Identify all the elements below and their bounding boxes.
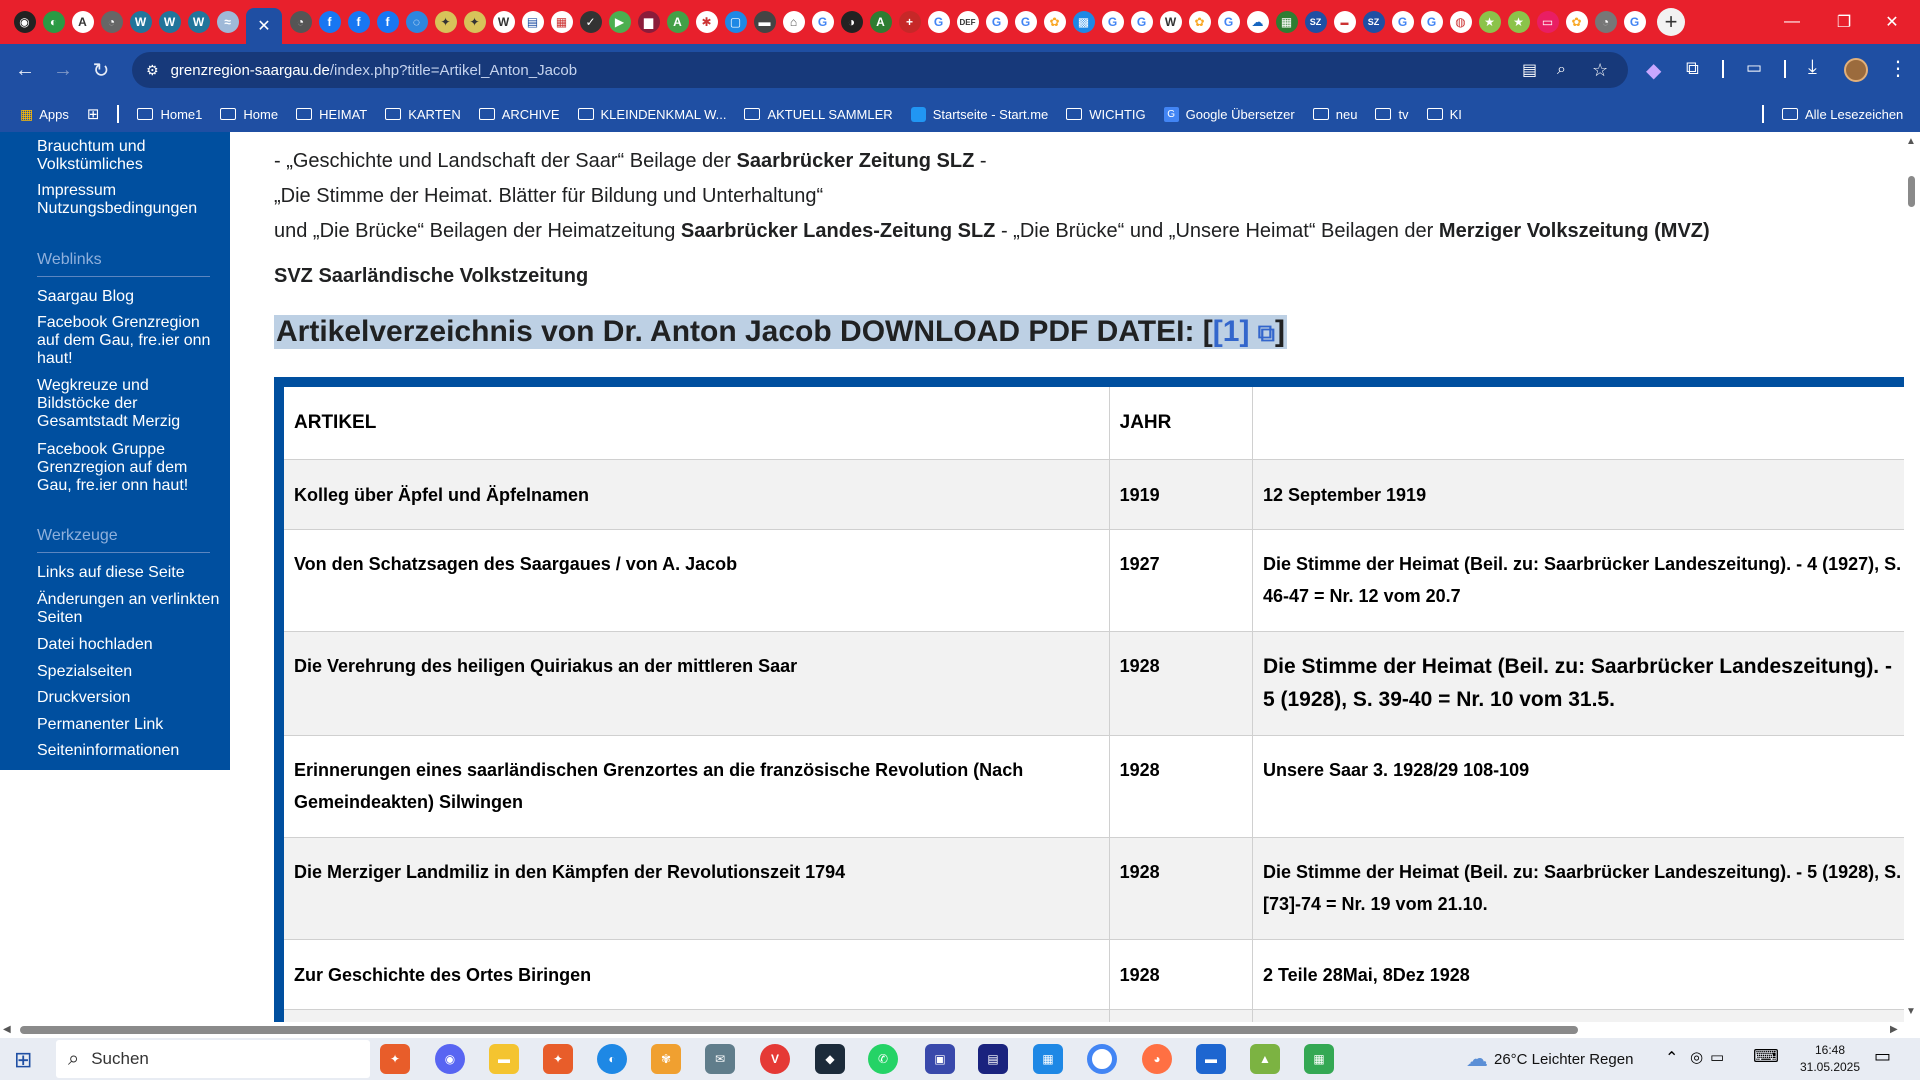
bookmark-label: ARCHIVE — [501, 106, 560, 122]
bold-text: Merziger Volkszeitung (MVZ) — [1438, 220, 1710, 242]
divider — [1784, 60, 1786, 78]
address-bar[interactable] — [132, 52, 1628, 88]
cell-jahr: 1928 — [1109, 735, 1252, 837]
bookmark-folder[interactable] — [137, 107, 202, 122]
app-icon[interactable]: ✦ — [380, 1044, 410, 1074]
cell-artikel: Die Merziger Landmiliz in den Kämpfen der Revolutionszeit 1794 — [284, 837, 1109, 939]
bookmark-folder[interactable] — [1313, 107, 1358, 122]
cell-jahr: 1928 — [1109, 837, 1252, 939]
google-icon[interactable]: G — [928, 11, 950, 33]
table-row — [284, 529, 1904, 631]
tab-favicon[interactable]: ◐ — [43, 11, 65, 33]
google-icon[interactable]: G — [1392, 11, 1414, 33]
google-icon[interactable]: G — [1102, 11, 1124, 33]
table-row — [284, 1009, 1904, 1022]
heading-text: ] — [1274, 315, 1285, 348]
tab-favicon[interactable]: W — [130, 11, 152, 33]
bookmark-label: KI — [1449, 106, 1462, 122]
tab-favicon[interactable]: SZ — [1305, 11, 1327, 33]
scroll-left-icon[interactable]: ◀ — [3, 1024, 11, 1035]
display-icon[interactable]: ▭ — [1710, 1049, 1725, 1066]
bookmark-folder[interactable] — [479, 107, 560, 122]
bookmark-link[interactable] — [911, 107, 1049, 122]
calendar-icon[interactable]: ▦ — [1033, 1044, 1063, 1074]
app-icon[interactable]: ▤ — [978, 1044, 1008, 1074]
bookmark-label: KARTEN — [408, 106, 461, 122]
text: und „Die Brücke“ Beilagen der Heimatzeitung — [274, 220, 681, 242]
menu-icon[interactable]: ⋮ — [1888, 58, 1908, 80]
mail-icon[interactable]: ✉ — [705, 1044, 735, 1074]
avatar[interactable] — [1844, 58, 1868, 82]
taskbar-search[interactable] — [56, 1040, 370, 1078]
bookmark-label: Home1 — [160, 106, 203, 122]
cloud-rain-icon: ☁ — [1466, 1046, 1488, 1071]
tab-close-icon[interactable]: ✕ — [257, 18, 271, 35]
bookmark-label: tv — [1398, 106, 1409, 122]
whatsapp-icon[interactable]: ✆ — [868, 1044, 898, 1074]
cell-jahr: 1927 — [1109, 529, 1252, 631]
tab-favicon[interactable]: ▤ — [522, 11, 544, 33]
bold-text: Saarbrücker Landes-Zeitung SLZ — [680, 220, 996, 242]
file-explorer-icon[interactable]: ▬ — [489, 1044, 519, 1074]
tab-favicon[interactable]: ◌ — [406, 11, 428, 33]
text: - „Geschichte und Landschaft der Saar“ Beilage der — [274, 150, 737, 172]
tab-favicon[interactable]: A — [667, 11, 689, 33]
search-placeholder: Suchen — [91, 1049, 149, 1068]
bookmark-label: Startseite - Start.me — [932, 106, 1049, 122]
scroll-up-icon[interactable]: ▲ — [1906, 136, 1916, 147]
tab-favicon[interactable]: ★ — [1508, 11, 1530, 33]
external-link-icon: ⧉ — [1257, 320, 1275, 347]
folder-icon — [1782, 108, 1798, 120]
tab-favicon[interactable]: ✓ — [580, 11, 602, 33]
cell-quelle — [1252, 631, 1904, 735]
scroll-right-icon[interactable]: ▶ — [1890, 1024, 1898, 1035]
sidebar-heading-weblinks: Weblinks — [37, 251, 210, 277]
bookmark-label: HEIMAT — [319, 106, 368, 122]
bookmark-folder[interactable] — [296, 107, 367, 122]
sidebar-link[interactable]: Facebook Gruppe Grenzregion auf dem Gau, fre.ier onn haut! — [37, 441, 189, 494]
bookmark-folder[interactable] — [1375, 107, 1408, 122]
column-header: ARTIKEL — [284, 387, 1109, 459]
google-icon[interactable]: G — [1015, 11, 1037, 33]
notification-icon[interactable]: ▭ — [1874, 1046, 1892, 1066]
time: 16:48 — [1814, 1043, 1846, 1057]
folder-icon — [1375, 108, 1391, 120]
tab-favicon[interactable]: ▦ — [1276, 11, 1298, 33]
bookmark-folder[interactable] — [1427, 107, 1462, 122]
sidebar-link[interactable]: Saargau Blog — [37, 288, 134, 305]
tab-favicon[interactable]: ▶ — [609, 11, 631, 33]
sidebar-link[interactable]: Facebook Grenzregion auf dem Gau, fre.ier onn haut! — [37, 314, 211, 367]
google-icon[interactable]: G — [1131, 11, 1153, 33]
cell-jahr: 1928 — [1109, 939, 1252, 1009]
folder-icon — [220, 108, 236, 120]
tab-favicon[interactable]: ⌂ — [783, 11, 805, 33]
bookmark-label: AKTUELL SAMMLER — [767, 106, 893, 122]
wikipedia-icon[interactable]: W — [1160, 11, 1182, 33]
bookmark-label: Apps — [39, 106, 69, 122]
google-icon[interactable]: G — [986, 11, 1008, 33]
cell-jahr: 1919 — [1109, 459, 1252, 529]
tab-favicon[interactable]: ✦ — [435, 11, 457, 33]
text: - „Die Brücke“ und „Unsere Heimat“ Beilagen der — [995, 220, 1439, 242]
tab-favicon[interactable]: ▦ — [551, 11, 573, 33]
article-table — [284, 387, 1904, 1022]
tab-favicon[interactable]: ◔ — [1595, 11, 1617, 33]
tab-favicon[interactable]: ▆ — [638, 11, 660, 33]
cell-artikel — [284, 1009, 1109, 1022]
text-line — [274, 220, 1710, 243]
table-row — [284, 631, 1904, 735]
sidebar-link[interactable]: Wegkreuze und Bildstöcke der Gesamtstadt Merzig — [37, 377, 181, 430]
bookmark-folder[interactable] — [220, 107, 278, 122]
cell-jahr: 1928 — [1109, 631, 1252, 735]
google-icon[interactable]: G — [812, 11, 834, 33]
network-icon[interactable]: ◎ — [1690, 1049, 1704, 1066]
bookmark-link[interactable] — [1164, 107, 1295, 122]
search-icon: ⌕ — [68, 1047, 80, 1070]
close-icon: ✕ — [1885, 14, 1899, 31]
sidebar-link[interactable]: Änderungen an verlinkten Seiten — [37, 591, 220, 626]
tab-favicon[interactable]: + — [899, 11, 921, 33]
sidebar-link[interactable]: Links auf diese Seite — [37, 564, 185, 581]
bookmark-label: Home — [243, 106, 279, 122]
table-row — [284, 735, 1904, 837]
reload-button[interactable] — [82, 51, 120, 89]
apps-grid-icon: ▦ — [20, 105, 34, 122]
vertical-scroll-thumb[interactable] — [1908, 176, 1915, 207]
tab-favicon[interactable]: A — [72, 11, 94, 33]
tab-favicon[interactable]: ◉ — [14, 11, 36, 33]
tab-favicon[interactable]: W — [188, 11, 210, 33]
tab-favicon[interactable]: ≈ — [217, 11, 239, 33]
bookmark-apps[interactable] — [20, 106, 69, 123]
sidebar-link[interactable]: Spezialseiten — [37, 663, 133, 680]
close-window-button[interactable] — [1864, 0, 1920, 44]
new-tab-button[interactable] — [1657, 8, 1685, 36]
sidebar-link[interactable]: Brauchtum und Volkstümliches — [37, 138, 146, 173]
forward-button[interactable] — [44, 51, 82, 89]
bookmark-star-icon[interactable]: ☆ — [1592, 59, 1609, 80]
chevron-up-icon[interactable]: ⌃ — [1665, 1050, 1679, 1067]
word-icon[interactable]: ▬ — [1196, 1044, 1226, 1074]
bookmark-folder[interactable] — [385, 107, 461, 122]
tab-favicon[interactable]: ✦ — [464, 11, 486, 33]
startme-icon — [911, 107, 926, 122]
tab-favicon[interactable]: ▢ — [725, 11, 747, 33]
wikipedia-icon[interactable]: W — [493, 11, 515, 33]
bookmark-label: Alle Lesezeichen — [1805, 106, 1904, 122]
folder-icon — [1066, 108, 1082, 120]
text-line — [274, 150, 987, 173]
app-icon[interactable]: ✾ — [651, 1044, 681, 1074]
sidebar-heading-tools: Werkzeuge — [37, 527, 210, 553]
site-info-icon[interactable]: ⚙ — [146, 61, 159, 78]
bookmark-label: neu — [1335, 106, 1358, 122]
clock[interactable] — [1794, 1042, 1866, 1076]
tab-favicon[interactable]: ✿ — [1044, 11, 1066, 33]
folder-icon — [1427, 108, 1443, 120]
tab-favicon[interactable]: ▩ — [1073, 11, 1095, 33]
table-row — [284, 459, 1904, 529]
tab-favicon[interactable]: ✿ — [1189, 11, 1211, 33]
sidebar-link[interactable]: Permanenter Link — [37, 716, 164, 733]
cell-jahr — [1109, 1009, 1252, 1022]
minimize-button[interactable] — [1764, 0, 1820, 44]
divider — [1762, 105, 1764, 123]
bookmark-folder[interactable] — [578, 107, 727, 122]
forward-arrow-icon: → — [53, 58, 73, 81]
cell-quelle — [1252, 1009, 1904, 1022]
folder-icon — [744, 108, 760, 120]
pdf-download-link[interactable] — [1213, 315, 1275, 348]
bookmark-folder[interactable] — [744, 107, 892, 122]
google-icon[interactable]: G — [1218, 11, 1240, 33]
tab-favicon[interactable]: A — [870, 11, 892, 33]
table-row — [284, 837, 1904, 939]
app-icon[interactable]: ◐ — [597, 1044, 627, 1074]
back-button[interactable] — [6, 51, 44, 89]
tab-strip — [0, 0, 1920, 44]
cell-quelle: Die Stimme der Heimat (Beil. zu: Saarbrücker Landeszeitung). - 4 (1927), S. 46-47 = Nr. 12 vom 20.7 — [1252, 529, 1904, 631]
cell-artikel: Zur Geschichte des Ortes Biringen — [284, 939, 1109, 1009]
text: - — [974, 150, 987, 172]
app-icon[interactable]: ◆ — [815, 1044, 845, 1074]
tab-favicon[interactable]: ★ — [1479, 11, 1501, 33]
app-icon[interactable]: ▲ — [1250, 1044, 1280, 1074]
table-header-row — [284, 387, 1904, 459]
tab-favicon[interactable]: ▬ — [754, 11, 776, 33]
facebook-icon[interactable]: f — [377, 11, 399, 33]
article-table-frame — [274, 377, 1904, 1022]
sidebar-link[interactable]: Seiteninformationen — [37, 742, 180, 759]
bookmark-folder[interactable] — [1066, 107, 1145, 122]
windows-start-icon[interactable]: ⊞ — [14, 1047, 33, 1072]
puzzle-icon[interactable]: ⧉ — [1686, 58, 1699, 78]
folder-icon — [137, 108, 153, 120]
cell-artikel: Von den Schatzsagen des Saargaues / von A. Jacob — [284, 529, 1109, 631]
active-tab[interactable] — [246, 8, 282, 44]
all-bookmarks[interactable] — [1782, 107, 1903, 122]
minimize-icon: — — [1784, 13, 1800, 30]
tab-favicon[interactable]: ✿ — [1566, 11, 1588, 33]
download-icon[interactable]: ⤓ — [1808, 56, 1817, 78]
firefox-icon[interactable]: ◕ — [1142, 1044, 1172, 1074]
grid-icon: ⊞ — [86, 106, 100, 123]
heading-text: Artikelverzeichnis von Dr. Anton Jacob DOWNLOAD PDF DATEI: [ — [276, 315, 1213, 348]
cell-artikel: Kolleg über Äpfel und Äpfelnamen — [284, 459, 1109, 529]
bold-text: Saarbrücker Zeitung SLZ — [736, 150, 975, 172]
back-arrow-icon: ← — [15, 58, 35, 81]
weather-text: 26°C Leichter Regen — [1494, 1050, 1634, 1068]
folder-icon — [385, 108, 401, 120]
divider — [1722, 60, 1724, 78]
cell-quelle: Die Stimme der Heimat (Beil. zu: Saarbrücker Landeszeitung). - 5 (1928), S. [73]-74 = Nr. 19 vom 21.10. — [1252, 837, 1904, 939]
scroll-down-icon[interactable]: ▼ — [1906, 1006, 1916, 1017]
section-heading — [274, 315, 1287, 349]
folder-icon — [1313, 108, 1329, 120]
tab-favicon[interactable]: ▬ — [1334, 11, 1356, 33]
cell-quelle: Unsere Saar 3. 1928/29 108-109 — [1252, 735, 1904, 837]
link-text: [1] — [1212, 315, 1250, 348]
tab-favicon[interactable]: ◑ — [841, 11, 863, 33]
google-icon[interactable]: G — [1624, 11, 1646, 33]
cell-artikel: Erinnerungen eines saarländischen Grenzortes an die französische Revolution (Nach Gemeindeakten) Silwingen — [284, 735, 1109, 837]
table-row — [284, 939, 1904, 1009]
keyboard-icon[interactable]: ⌨ — [1753, 1046, 1779, 1066]
facebook-icon[interactable]: f — [348, 11, 370, 33]
sidebar-link[interactable]: Impressum Nutzungsbedingungen — [37, 182, 198, 217]
date: 31.05.2025 — [1799, 1060, 1861, 1074]
cell-artikel: Die Verehrung des heiligen Quiriakus an der mittleren Saar — [284, 631, 1109, 735]
clipboard-icon[interactable]: ▤ — [1522, 62, 1538, 79]
tab-favicon[interactable]: SZ — [1363, 11, 1385, 33]
tab-favicon[interactable]: ◍ — [1450, 11, 1472, 33]
text-line: SVZ Saarländische Volkstzeitung — [274, 265, 589, 287]
zoom-icon[interactable]: ⌕ — [1557, 61, 1566, 78]
bookmark-label: WICHTIG — [1089, 106, 1146, 122]
tab-favicon[interactable]: DEF — [957, 11, 979, 33]
vivaldi-icon[interactable]: V — [760, 1044, 790, 1074]
sidebar-link[interactable]: Datei hochladen — [37, 636, 153, 653]
url-host: grenzregion-saargau.de — [170, 61, 330, 79]
discord-icon[interactable]: ◉ — [435, 1044, 465, 1074]
facebook-icon[interactable]: f — [319, 11, 341, 33]
column-header — [1252, 387, 1904, 459]
translate-icon: G — [1164, 107, 1179, 122]
bookmarks-bar — [0, 96, 1920, 132]
maximize-icon: ❐ — [1836, 14, 1852, 31]
bookmark-label: Google Übersetzer — [1185, 106, 1295, 122]
extension-icon[interactable]: ◆ — [1646, 60, 1662, 82]
tab-favicon[interactable]: ▭ — [1537, 11, 1559, 33]
save-icon[interactable]: ▣ — [925, 1044, 955, 1074]
sheets-icon[interactable]: ▦ — [1304, 1044, 1334, 1074]
folder-icon — [296, 108, 312, 120]
cell-text: Die Stimme der Heimat (Beil. zu: Saarbrücker Landeszeitung). - 5 (1928), S. 39-40 = Nr. 10 vom 31.5. — [1262, 654, 1892, 711]
sidebar-link[interactable]: Druckversion — [37, 689, 131, 706]
tab-groups-button[interactable] — [87, 105, 100, 123]
tab-favicon[interactable]: ◔ — [101, 11, 123, 33]
column-header: JAHR — [1109, 387, 1252, 459]
tab-favicon[interactable]: ◔ — [290, 11, 312, 33]
google-icon[interactable]: G — [1421, 11, 1443, 33]
vertical-scrollbar[interactable] — [1904, 132, 1920, 1022]
url-path: /index.php?title=Artikel_Anton_Jacob — [329, 61, 578, 79]
cast-icon[interactable]: ▭ — [1746, 58, 1763, 77]
cell-quelle: 2 Teile 28Mai, 8Dez 1928 — [1252, 939, 1904, 1009]
tab-favicon[interactable]: ✱ — [696, 11, 718, 33]
bookmark-label: KLEINDENKMAL W... — [600, 106, 727, 122]
app-icon[interactable]: ✦ — [543, 1044, 573, 1074]
chrome-icon[interactable] — [1087, 1044, 1117, 1074]
folder-icon — [479, 108, 495, 120]
text-line: „Die Stimme der Heimat. Blätter für Bildung und Unterhaltung“ — [274, 185, 824, 207]
sidebar — [0, 132, 230, 770]
divider — [117, 105, 119, 123]
folder-icon — [578, 108, 594, 120]
weather-widget[interactable] — [1466, 1038, 1633, 1080]
plus-icon: + — [1664, 9, 1678, 34]
tab-favicon[interactable]: W — [159, 11, 181, 33]
horizontal-scroll-thumb[interactable] — [20, 1026, 1578, 1034]
tab-favicon[interactable]: ☁ — [1247, 11, 1269, 33]
reload-icon: ↻ — [92, 59, 110, 82]
cell-quelle: 12 September 1919 — [1252, 459, 1904, 529]
article-content — [274, 132, 1904, 1022]
